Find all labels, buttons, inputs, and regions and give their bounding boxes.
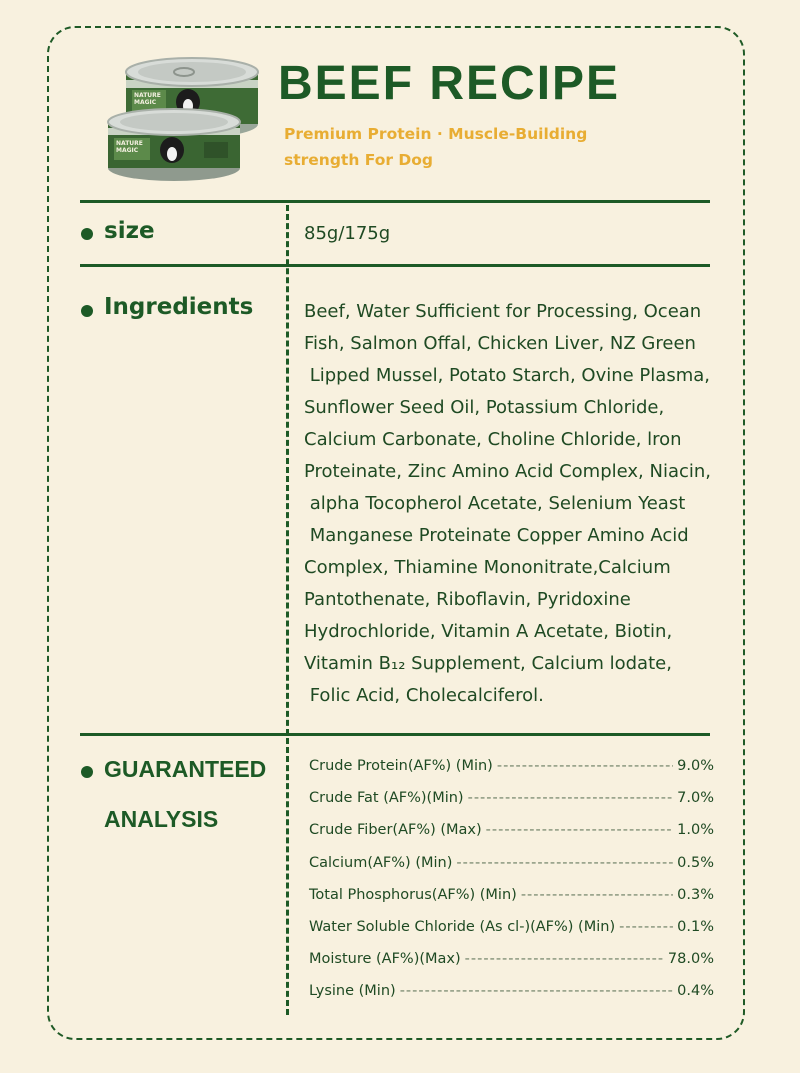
analysis-value: 0.1% xyxy=(677,919,714,936)
divider-size xyxy=(80,264,710,267)
analysis-name: Calcium(AF%) (Min) xyxy=(309,854,453,871)
leader-dashes xyxy=(486,822,673,838)
leader-dashes xyxy=(468,790,674,806)
analysis-name: Crude Fiber(AF%) (Max) xyxy=(309,822,482,839)
can-brand-text: NATURE xyxy=(134,92,161,99)
product-cans-image xyxy=(104,52,260,182)
ingredients-line: Manganese Proteinate Copper Amino Acid xyxy=(304,525,689,546)
ingredients-list xyxy=(304,296,734,712)
ingredients-line: Calcium Carbonate, Choline Chloride, lron xyxy=(304,429,682,450)
ingredients-label: Ingredients xyxy=(104,294,254,320)
analysis-label-line-1: GUARANTEED xyxy=(104,756,267,782)
analysis-row xyxy=(309,879,714,911)
leader-dashes xyxy=(400,983,673,999)
ingredients-line: Proteinate, Zinc Amino Acid Complex, Niacin, xyxy=(304,461,712,482)
ingredients-line: Pantothenate, Riboflavin, Pyridoxine xyxy=(304,589,631,610)
leader-dashes xyxy=(497,758,673,774)
subtitle-line-1: Premium Protein · Muscle-Building xyxy=(284,125,588,143)
ingredients-line: Sunflower Seed Oil, Potassium Chloride, xyxy=(304,397,665,418)
bullet-icon xyxy=(81,766,93,778)
subtitle-line-2: strength For Dog xyxy=(284,151,434,169)
analysis-value: 1.0% xyxy=(677,822,714,839)
leader-dashes xyxy=(456,855,673,871)
size-label: size xyxy=(104,218,155,244)
analysis-name: Moisture (AF%)(Max) xyxy=(309,951,461,968)
analysis-row xyxy=(309,847,714,879)
divider-ingredients xyxy=(80,733,710,736)
analysis-value: 0.4% xyxy=(677,983,714,1000)
ingredients-line: Hydrochloride, Vitamin A Acetate, Biotin, xyxy=(304,621,673,642)
leader-dashes xyxy=(619,919,673,935)
analysis-value: 7.0% xyxy=(677,790,714,807)
analysis-row xyxy=(309,814,714,846)
can-brand-text-4: MAGIC xyxy=(116,147,139,154)
ingredients-line: alpha Tocopherol Acetate, Selenium Yeast xyxy=(304,493,686,514)
analysis-row xyxy=(309,943,714,975)
ingredients-line: Fish, Salmon Offal, Chicken Liver, NZ Green xyxy=(304,333,696,354)
analysis-value: 9.0% xyxy=(677,758,714,775)
analysis-table xyxy=(309,750,714,1008)
bullet-icon xyxy=(81,228,93,240)
analysis-name: Water Soluble Chloride (As cl-)(AF%) (Min) xyxy=(309,919,616,936)
analysis-name: Crude Protein(AF%) (Min) xyxy=(309,758,493,775)
analysis-name: Lysine (Min) xyxy=(309,983,396,1000)
page-title: BEEF RECIPE xyxy=(278,57,621,110)
analysis-row xyxy=(309,750,714,782)
size-value: 85g/175g xyxy=(304,223,391,244)
column-divider xyxy=(286,205,289,1015)
ingredients-line: Folic Acid, Cholecalciferol. xyxy=(304,685,544,706)
leader-dashes xyxy=(465,951,664,967)
analysis-row xyxy=(309,782,714,814)
leader-dashes xyxy=(521,887,673,903)
bullet-icon xyxy=(81,305,93,317)
ingredients-line: Beef, Water Sufficient for Processing, Ocean xyxy=(304,301,702,322)
analysis-value: 0.5% xyxy=(677,854,714,871)
analysis-value: 0.3% xyxy=(677,886,714,903)
analysis-name: Total Phosphorus(AF%) (Min) xyxy=(309,886,517,903)
ingredients-line: Lipped Mussel, Potato Starch, Ovine Plasma, xyxy=(304,365,710,386)
analysis-name: Crude Fat (AF%)(Min) xyxy=(309,790,464,807)
analysis-label-line-2: ANALYSIS xyxy=(104,806,219,832)
ingredients-line: Complex, Thiamine Mononitrate,Calcium xyxy=(304,557,671,578)
analysis-row xyxy=(309,975,714,1007)
subtitle xyxy=(284,121,664,173)
divider-top xyxy=(80,200,710,203)
analysis-value: 78.0% xyxy=(667,951,714,968)
ingredients-line: Vitamin B₁₂ Supplement, Calcium lodate, xyxy=(304,653,672,674)
can-brand-text-3: NATURE xyxy=(116,140,143,147)
can-brand-text-2: MAGIC xyxy=(134,99,157,106)
analysis-row xyxy=(309,911,714,943)
